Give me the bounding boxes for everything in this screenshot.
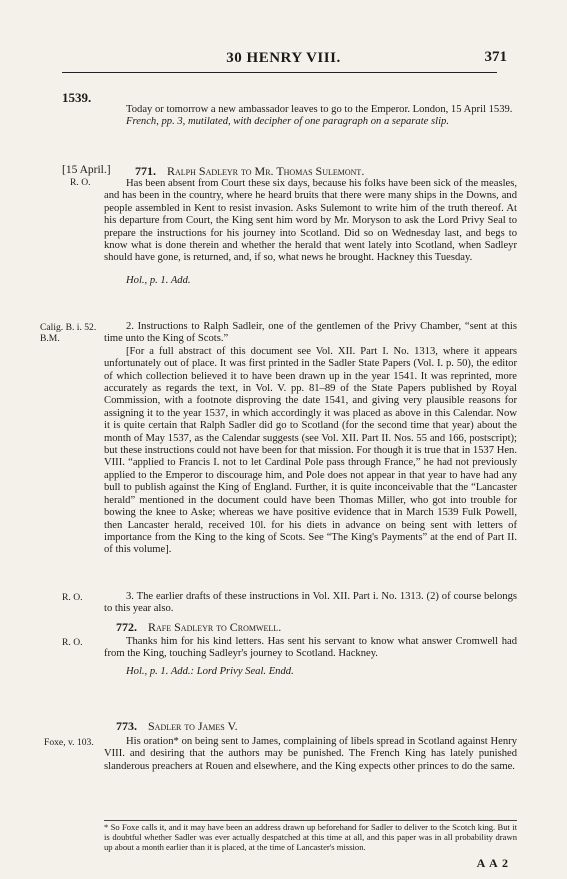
signature-mark: A A 2 [476, 856, 509, 870]
entry-771-body [104, 178, 517, 298]
entry-771-heading [135, 164, 517, 179]
entry-773-body [104, 736, 517, 773]
entry-773-title: Sadler to James V. [148, 719, 238, 733]
intro-text: Today or tomorrow a new ambassador leaves to go to the Emperor. London, 15 April 1539. [126, 104, 513, 115]
intro-block [104, 104, 517, 129]
intro-note: French, pp. 3, mutilated, with decipher of one paragraph on a separate slip. [126, 116, 449, 128]
entry-773-text: His oration* on being sent to James, complaining of libels spread in Scotland against Henry VIII. and desiring that the authors may be punished. The French King has lately punished slanderous preachers at Rouen and elsewhere, and the King expects other princes to do the same. [104, 736, 517, 772]
entry-772-text: Thanks him for his kind letters. Has sent his servant to know what answer Cromwell had from the King, touching Sadleyr's journey to Scotland. Hackney. [104, 636, 517, 660]
entry-771-date: [15 April.] [62, 164, 111, 176]
entry-771-number: 771. [135, 164, 156, 178]
entry-771-text: Has been absent from Court these six days, because his folks have been sick of the measles, and has been in the country, where he heard bruits that there were many ships in the Downs, and people assembled in Kent to resist invasion. Asks Sulemont to write him of the truth thereof. At his departure from Court, the King sent him word by Mr. Moryson to ask the Lord Privy Seal to prepare the instructions for his journey into Scotland. Did so on Wednesday last, and begs to know what is done therein and whether the herald that went lately into Scotland, when Sadleyr should have gone, is returned, and, if so, what news he brought. Hackney this Tuesday. [104, 178, 517, 264]
entry-772-note: Hol., p. 1. Add.: Lord Privy Seal. Endd. [126, 665, 294, 677]
page-number: 371 [484, 49, 507, 65]
entry-771-title: Ralph Sadleyr to Mr. Thomas Sulemont. [167, 164, 365, 178]
entry-773-number: 773. [116, 719, 137, 733]
entry-773-marginal: Foxe, v. 103. [44, 737, 94, 748]
entry-772-body [104, 636, 517, 689]
year-heading: 1539. [62, 90, 92, 105]
running-title: 30 HENRY VIII. [226, 50, 341, 66]
item-2-bracket: [For a full abstract of this document see Vol. XII. Part I. No. 1313, where it appears unfortunately out of place. It was first printed in the Sadler State Papers (Vol. I. p. 50), the editor of which collection believed it to have been drawn up in the year 1541. It was reprinted, more accurately as regards the text, in Vol. V. pp. 81–89 of the State Papers published by Royal Commission, with a footnote disproving the date 1541, and giving very plausible reasons for assigning it to the year 1537, in which accordingly it was placed as above in this Calendar. Now it is quite certain that Ralph Sadler did go to Scotland (for the second time that year) about the month of May 1537, as the Calendar suggests (see Vol. XII. Part II. Nos. 55 and 166, postscript); but these instructions could not have been for that mission. For though it is true that in 1537 Hen. VIII. “applied to Francis I. not to let Cardinal Pole pass through France,” he had not previously applied to the Emperor to discourage him, and Pole does not appear in that year to have had any bull to publish against the King of England. Further, it is quite inconceivable that the “Lancaster herald” mentioned in the document could have been Thomas Miller, who got into trouble for bowing the knee to Aske; whereas we have positive evidence that in March 1539 Fulk Powell, then Lancaster herald, received 10l. for his diets in advance on being sent with letters of importance from the King to the king of Scots. See “The King's Payments” at the end of Part II. of this volume]. [104, 345, 517, 556]
entry-772-title: Rafe Sadleyr to Cromwell. [148, 620, 282, 634]
item-3-text: 3. The earlier drafts of these instructions in Vol. XII. Part i. No. 1313. (2) of course belongs to this year also. [104, 591, 517, 615]
item-2-body [104, 321, 517, 557]
item-3-marginal: R. O. [62, 592, 83, 603]
entry-771-marginal: R. O. [70, 177, 91, 188]
entry-773-heading [116, 719, 529, 734]
entry-772-number: 772. [116, 620, 137, 634]
item-2-marginal: Calig. B. i. 52. B.M. [40, 322, 97, 344]
entry-771-note: Hol., p. 1. Add. [126, 275, 191, 287]
footnote-rule [104, 820, 517, 821]
entry-772-marginal: R. O. [62, 637, 83, 648]
item-3-body [104, 591, 517, 616]
footnote: * So Foxe calls it, and it may have been an address drawn up beforehand for Sadler to deliver to the Scotch king. But it is doubtful whether Sadler was ever actually despatched at this time at all, and this paper was in all probability drawn up about a month earlier than it is placed, at the time of Lancaster's mission. [104, 822, 517, 852]
item-2-text: 2. Instructions to Ralph Sadleir, one of the gentlemen of the Privy Chamber, “sent at this time unto the King of Scots.” [104, 321, 517, 345]
entry-772-heading [116, 620, 529, 635]
header-rule [62, 72, 497, 73]
